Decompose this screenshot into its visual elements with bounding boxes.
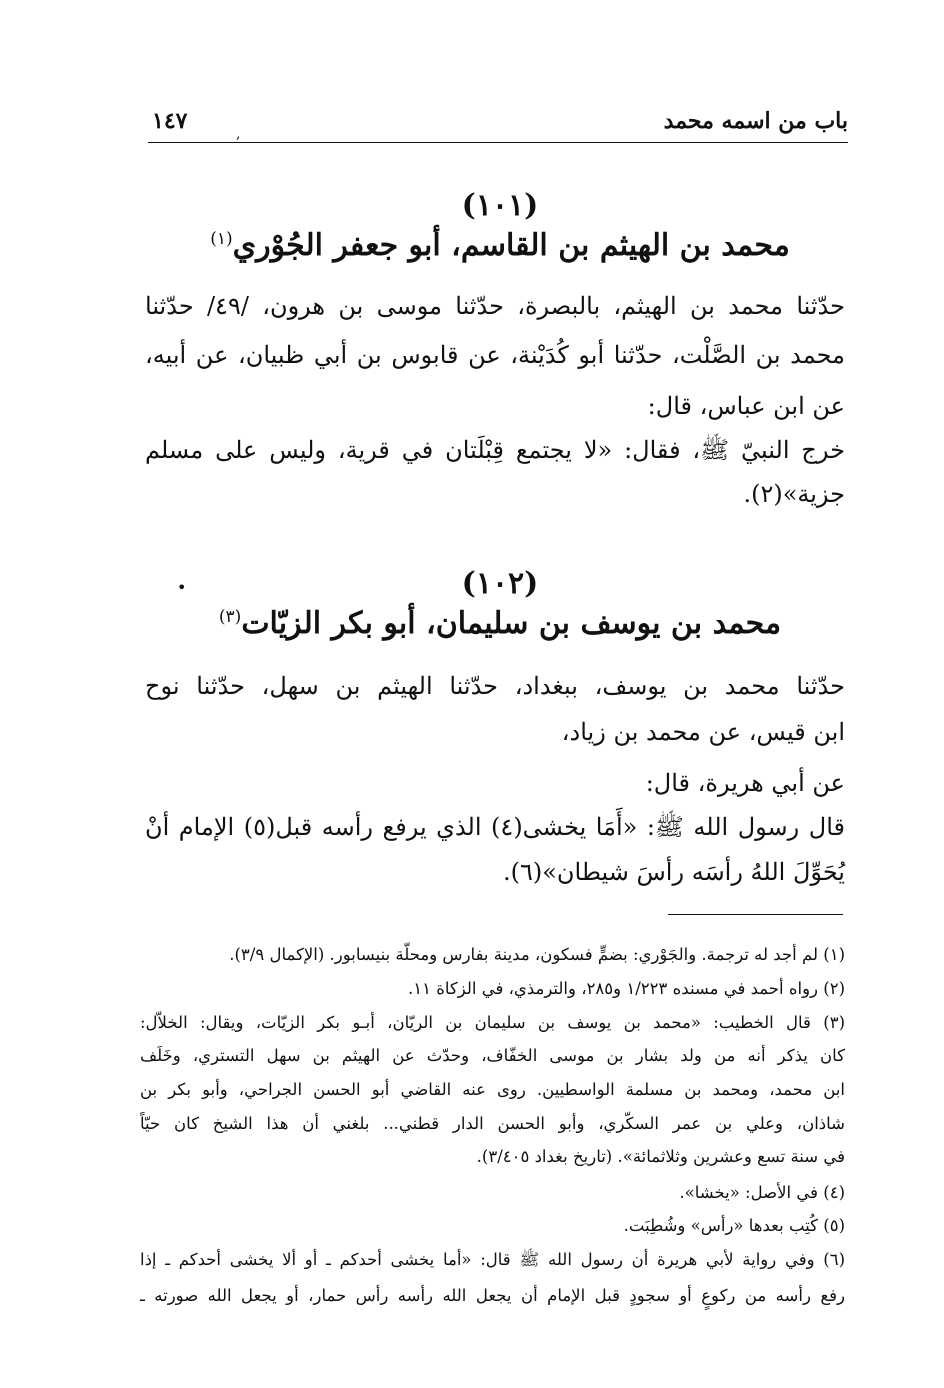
footnote: (٦) وفي رواية لأبي هريرة أن رسول الله ﷺ قال: «أما يخشى أحدكم ـ أو ألا يخشى أحدكم ـ إذا [140,1250,845,1269]
body-line: قال رسول الله ﷺ: «أَمَا يخشى(٤) الذي يرفع رأسه قبل(٥) الإمام أنْ [145,813,845,841]
footnote-reference: (١) [210,229,233,249]
footnote-continuation: شاذان، وعلي بن عمر السكّري، وأبو الحسن الدار قطني... بلغني أن هذا الشيخ كان حيّاً [140,1114,845,1133]
running-title: باب من اسمه محمد [663,108,848,134]
footnote-continuation: في سنة تسع وعشرين وثلاثمائة». (تاريخ بغداد ٣/٤٠٥). [476,1147,845,1166]
footnote-separator [668,914,843,915]
footnote: (٥) كُتِب بعدها «رأس» وشُطِبَت. [623,1216,845,1235]
entry-title-text: محمد بن يوسف بن سليمان، أبو بكر الزيّات [241,606,782,641]
body-line: جزية»(٢). [743,480,845,508]
entry-title [0,606,944,641]
footnote-continuation: رفع رأسه من ركوعٍ أو سجودٍ قبل الإمام أن يجعل الله رأسه رأس حمار، أو يجعل الله صورته ـ [140,1286,845,1305]
footnote: (٤) في الأصل: «يخشا». [679,1183,845,1202]
body-line: عن ابن عباس، قال: [647,392,845,420]
body-line: خرج النبيّ ﷺ، فقال: «لا يجتمع قِبْلَتان في قرية، وليس على مسلم [145,436,845,464]
footnote: (٢) رواه أحمد في مسنده ١/٢٢٣ و٢٨٥، والترمذي، في الزكاة ١١. [407,979,845,998]
footnote-continuation: كان يذكر أنه من ولد بشار بن موسى الخفّاف، وحدّث عن الهيثم بن سهل التستري، وخَلَف [140,1046,845,1065]
body-line: يُحَوِّلَ اللهُ رأسَه رأسَ شيطان»(٦). [502,858,845,886]
page-number: ١٤٧ [152,108,188,134]
body-line: محمد بن الصَّلْت، حدّثنا أبو كُدَيْنة، عن قابوس بن أبي ظبيان، عن أبيه، [145,341,845,369]
body-line: ابن قيس، عن محمد بن زياد، [561,718,845,746]
header-mark: , [236,126,241,142]
footnote-reference: (٣) [218,607,242,627]
stray-mark: • [177,578,187,597]
footnote: (١) لم أجد له ترجمة. والجَوْري: بضمٍّ فسكون، مدينة بفارس ومحلّة بنيسابور. (الإكمال ٣/٩). [229,945,845,964]
body-line: حدّثنا محمد بن الهيثم، بالبصرة، حدّثنا موسى بن هرون، /٤٩/ حدّثنا [145,292,845,320]
running-header [148,108,848,143]
entry-title [0,228,944,263]
entry-number: (١٠١) [461,188,539,223]
body-line: حدّثنا محمد بن يوسف، ببغداد، حدّثنا الهيثم بن سهل، حدّثنا نوح [145,672,845,700]
body-line: عن أبي هريرة، قال: [645,769,845,797]
entry-number: (١٠٢) [461,566,539,601]
footnote: (٣) قال الخطيب: «محمد بن يوسف بن سليمان بن الريّان، أبـو بكر الزيّات، ويقال: الخلاّل: [140,1013,845,1032]
entry-title-text: محمد بن الهيثم بن القاسم، أبو جعفر الجُوْري [232,228,790,263]
footnote-continuation: ابن محمد، ومحمد بن مسلمة الواسطيين. روى عنه القاضي أبو الحسن الجراحي، وأبو بكر بن [140,1080,845,1099]
